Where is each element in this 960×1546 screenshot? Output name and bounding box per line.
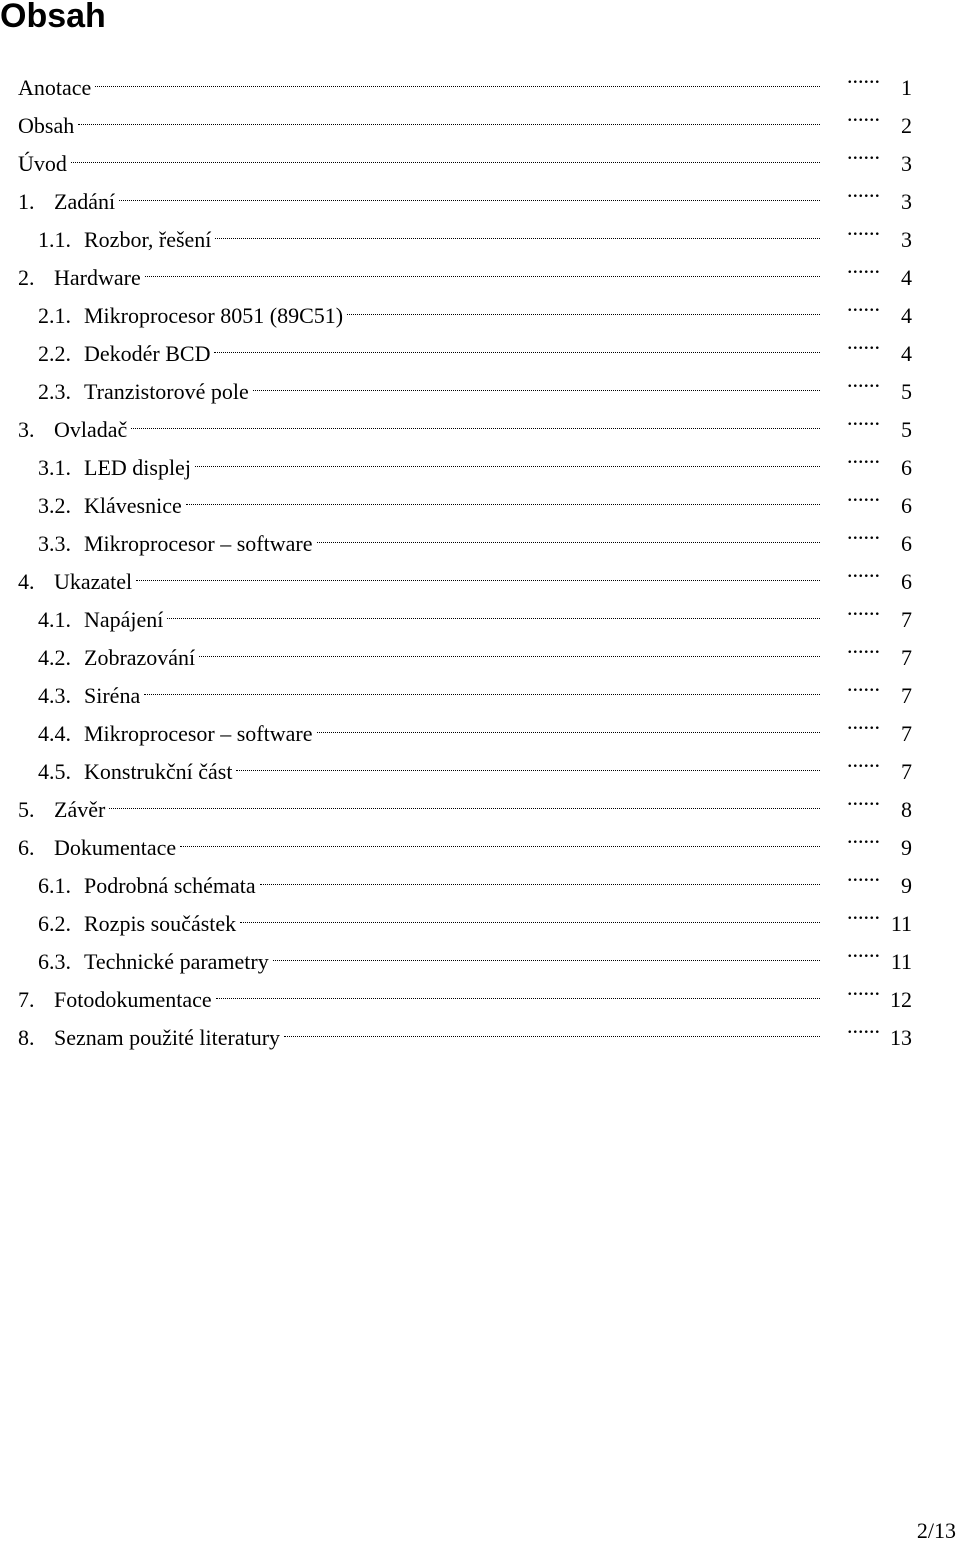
toc-dot-leader xyxy=(199,627,880,665)
toc-entry-number: 6.3. xyxy=(38,949,71,974)
toc-entry-page: 6 xyxy=(901,531,912,556)
toc-dot-leader xyxy=(131,399,880,437)
toc-dot-leader xyxy=(167,589,880,627)
toc-entry-page: 4 xyxy=(901,265,912,290)
toc-entry-page: 8 xyxy=(901,797,912,822)
toc-entry-title: Hardware xyxy=(54,265,141,290)
toc-entry-page: 7 xyxy=(901,759,912,784)
toc-dot-leader xyxy=(119,171,880,209)
toc-entry-number: 5. xyxy=(18,797,35,822)
toc-entry-title: Konstrukční část xyxy=(84,759,233,784)
toc-entry[interactable] xyxy=(18,589,912,632)
toc-entry-number: 2.2. xyxy=(38,341,71,366)
toc-entry-number: 7. xyxy=(18,987,35,1012)
toc-entry-page: 4 xyxy=(901,341,912,366)
toc-entry[interactable] xyxy=(18,209,912,252)
toc-entry-title: Napájení xyxy=(84,607,164,632)
toc-entry-number: 4.1. xyxy=(38,607,71,632)
toc-entry-title: Mikroprocesor – software xyxy=(84,721,313,746)
toc-entry-page: 6 xyxy=(901,569,912,594)
toc-dot-leader xyxy=(78,95,880,133)
toc-entry-number: 1.1. xyxy=(38,227,71,252)
toc-entry-number: 2.1. xyxy=(38,303,71,328)
toc-entry-number: 2. xyxy=(18,265,35,290)
toc-entry-title: Podrobná schémata xyxy=(84,873,256,898)
toc-entry-title: Úvod xyxy=(18,151,67,176)
toc-entry-title: Seznam použité literatury xyxy=(54,1025,281,1050)
toc-entry[interactable] xyxy=(18,171,912,214)
toc-entry-page: 3 xyxy=(901,151,912,176)
toc-entry-page: 7 xyxy=(901,607,912,632)
toc-entry-number: 4.4. xyxy=(38,721,71,746)
page-title: Obsah xyxy=(0,0,106,35)
toc-entry[interactable] xyxy=(18,779,912,822)
toc-entry[interactable] xyxy=(18,247,912,290)
toc-dot-leader xyxy=(253,361,880,399)
toc-dot-leader xyxy=(273,931,880,969)
toc-dot-leader xyxy=(236,741,880,779)
toc-entry[interactable] xyxy=(18,817,912,860)
toc-entry-page: 13 xyxy=(890,1025,912,1050)
toc-entry-page: 1 xyxy=(901,75,912,100)
toc-entry-page: 7 xyxy=(901,683,912,708)
toc-entry-number: 6.1. xyxy=(38,873,71,898)
toc-entry-title: Fotodokumentace xyxy=(54,987,212,1012)
toc-dot-leader xyxy=(317,703,881,741)
table-of-contents xyxy=(18,57,912,1050)
toc-entry-title: Zobrazování xyxy=(84,645,196,670)
toc-dot-leader xyxy=(240,893,880,931)
toc-dot-leader xyxy=(180,817,880,855)
toc-entry[interactable] xyxy=(18,399,912,442)
toc-entry-number: 4. xyxy=(18,569,35,594)
toc-dot-leader xyxy=(109,779,880,817)
toc-entry-title: Klávesnice xyxy=(84,493,182,518)
toc-entry[interactable] xyxy=(18,551,912,594)
toc-entry-page: 4 xyxy=(901,303,912,328)
toc-entry-page: 2 xyxy=(901,113,912,138)
toc-entry-title: Rozbor, řešení xyxy=(84,227,212,252)
toc-entry-number: 1. xyxy=(18,189,35,214)
toc-entry-title: Mikroprocesor 8051 (89C51) xyxy=(84,303,344,328)
toc-entry-page: 5 xyxy=(901,379,912,404)
toc-entry-number: 4.5. xyxy=(38,759,71,784)
toc-entry-page: 9 xyxy=(901,873,912,898)
toc-entry-number: 3.2. xyxy=(38,493,71,518)
toc-entry-title: Anotace xyxy=(18,75,92,100)
toc-entry-page: 5 xyxy=(901,417,912,442)
toc-entry-title: Mikroprocesor – software xyxy=(84,531,313,556)
toc-entry-page: 11 xyxy=(890,911,912,936)
toc-entry-title: Závěr xyxy=(54,797,106,822)
toc-dot-leader xyxy=(317,513,881,551)
toc-entry[interactable] xyxy=(18,57,912,100)
toc-dot-leader xyxy=(347,285,880,323)
toc-entry-page: 3 xyxy=(901,189,912,214)
toc-dot-leader xyxy=(284,1007,880,1045)
toc-entry[interactable] xyxy=(18,133,912,176)
toc-entry-title: Technické parametry xyxy=(84,949,269,974)
toc-entry-number: 6.2. xyxy=(38,911,71,936)
toc-entry-title: Dokumentace xyxy=(54,835,177,860)
toc-entry[interactable] xyxy=(18,95,912,138)
toc-entry-title: LED displej xyxy=(84,455,191,480)
toc-entry-page: 11 xyxy=(890,949,912,974)
toc-entry-page: 7 xyxy=(901,721,912,746)
toc-entry-title: Obsah xyxy=(18,113,75,138)
toc-entry-number: 2.3. xyxy=(38,379,71,404)
toc-entry-title: Rozpis součástek xyxy=(84,911,237,936)
toc-dot-leader xyxy=(144,665,880,703)
toc-entry-number: 3. xyxy=(18,417,35,442)
toc-entry-title: Ukazatel xyxy=(54,569,133,594)
toc-entry-page: 9 xyxy=(901,835,912,860)
toc-dot-leader xyxy=(195,437,880,475)
toc-entry-page: 6 xyxy=(901,455,912,480)
toc-entry-title: Tranzistorové pole xyxy=(84,379,249,404)
toc-dot-leader xyxy=(216,969,880,1007)
toc-dot-leader xyxy=(186,475,880,513)
toc-entry-page: 12 xyxy=(890,987,912,1012)
toc-dot-leader xyxy=(215,209,880,247)
toc-entry[interactable] xyxy=(18,703,912,746)
page-number: 2/13 xyxy=(916,1518,956,1543)
toc-dot-leader xyxy=(145,247,880,285)
toc-dot-leader xyxy=(260,855,880,893)
toc-entry-title: Dekodér BCD xyxy=(84,341,211,366)
toc-entry[interactable] xyxy=(18,665,912,708)
toc-entry-page: 7 xyxy=(901,645,912,670)
toc-entry-page: 3 xyxy=(901,227,912,252)
toc-dot-leader xyxy=(95,57,880,95)
toc-entry-title: Ovladač xyxy=(54,417,128,442)
toc-entry[interactable] xyxy=(18,285,912,328)
toc-dot-leader xyxy=(214,323,880,361)
toc-entry-number: 3.3. xyxy=(38,531,71,556)
toc-entry-page: 6 xyxy=(901,493,912,518)
toc-entry-number: 4.2. xyxy=(38,645,71,670)
toc-entry-title: Zadání xyxy=(54,189,116,214)
toc-dot-leader xyxy=(136,551,880,589)
toc-entry-title: Siréna xyxy=(84,683,141,708)
toc-entry[interactable] xyxy=(18,437,912,480)
toc-dot-leader xyxy=(71,133,880,171)
toc-entry-number: 4.3. xyxy=(38,683,71,708)
toc-entry-number: 3.1. xyxy=(38,455,71,480)
toc-entry-number: 8. xyxy=(18,1025,35,1050)
toc-entry-number: 6. xyxy=(18,835,35,860)
